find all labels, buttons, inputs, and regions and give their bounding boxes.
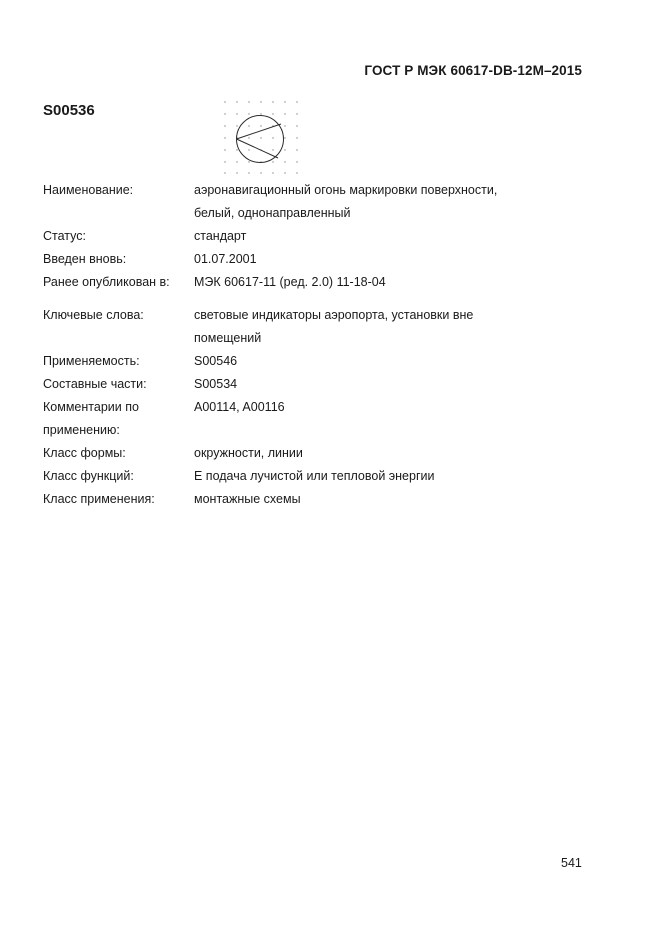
page-number: 541	[561, 856, 582, 870]
property-label: Ранее опубликован в:	[43, 275, 170, 289]
property-value: МЭК 60617-11 (ред. 2.0) 11-18-04	[194, 275, 386, 289]
property-row-keywords	[43, 304, 563, 350]
airfield-surface-light-unidirectional-symbol-icon	[220, 98, 302, 174]
property-value: E подача лучистой или тепловой энергии	[194, 469, 435, 483]
standard-title: ГОСТ Р МЭК 60617-DB-12M–2015	[364, 63, 582, 78]
property-row-name	[43, 179, 563, 225]
property-row-previously-published	[43, 271, 563, 294]
property-label-line: применению:	[43, 423, 120, 437]
property-label: Применяемость:	[43, 354, 140, 368]
property-label: Наименование:	[43, 183, 134, 197]
property-label: Класс функций:	[43, 469, 134, 483]
property-label: Класс применения:	[43, 492, 155, 506]
property-value: стандарт	[194, 229, 247, 243]
property-label: Составные части:	[43, 377, 147, 391]
property-value: окружности, линии	[194, 446, 303, 460]
property-row-application-notes	[43, 396, 563, 442]
property-row-status	[43, 225, 563, 248]
property-value	[194, 304, 563, 350]
property-value-line: световые индикаторы аэропорта, установки вне	[194, 308, 474, 322]
property-value-line: помещений	[194, 331, 262, 345]
property-value-line: белый, однонаправленный	[194, 206, 351, 220]
property-row-application-class	[43, 488, 563, 511]
property-row-components	[43, 373, 563, 396]
property-row-function-class	[43, 465, 563, 488]
property-row-shape-class	[43, 442, 563, 465]
property-label: Класс формы:	[43, 446, 126, 460]
symbol-id: S00536	[43, 102, 95, 119]
symbol-properties	[43, 179, 563, 511]
property-value: монтажные схемы	[194, 492, 301, 506]
property-row-introduced	[43, 248, 563, 271]
property-label-line: Комментарии по	[43, 400, 139, 414]
property-label: Ключевые слова:	[43, 308, 144, 322]
property-value: A00114, A00116	[194, 400, 285, 414]
property-value: S00546	[194, 354, 238, 368]
property-value-line: аэронавигационный огонь маркировки поверхности,	[194, 183, 498, 197]
property-label	[43, 396, 194, 442]
property-label: Введен вновь:	[43, 252, 127, 266]
property-label: Статус:	[43, 229, 86, 243]
property-row-applicability	[43, 350, 563, 373]
property-value: S00534	[194, 377, 238, 391]
property-value: 01.07.2001	[194, 252, 257, 266]
property-value	[194, 179, 563, 225]
